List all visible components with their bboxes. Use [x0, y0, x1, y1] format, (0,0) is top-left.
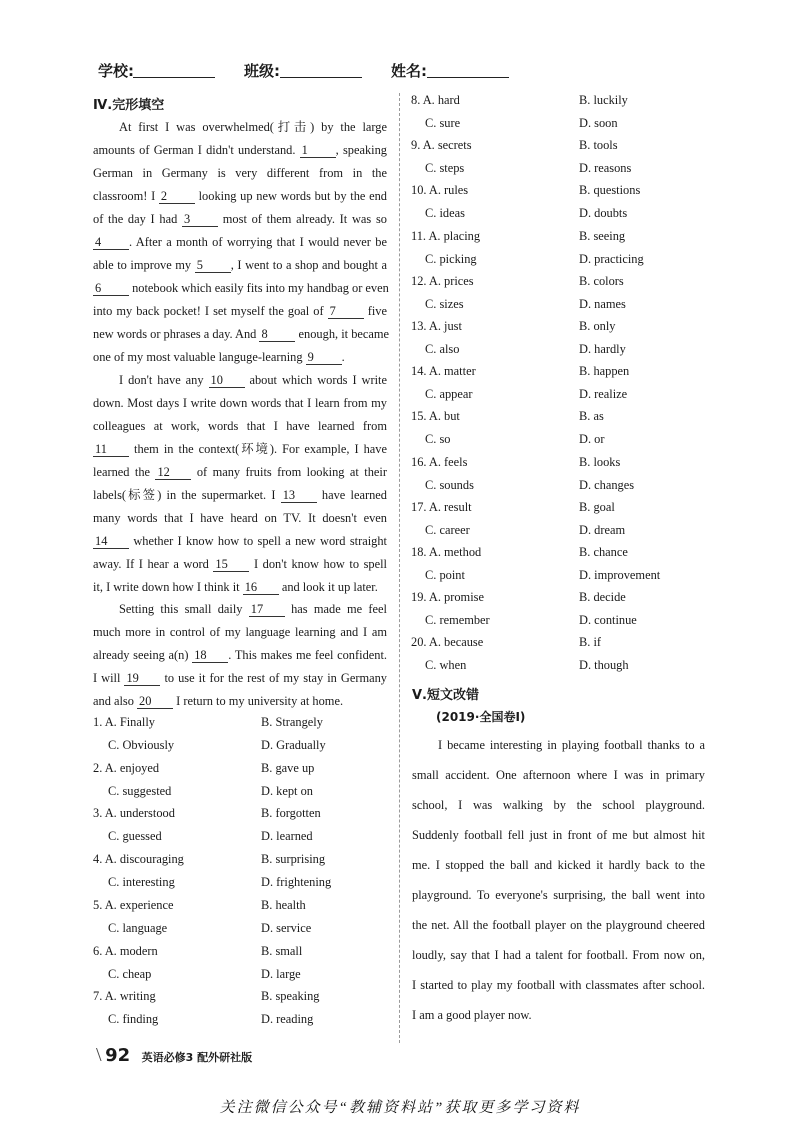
passage-text: Setting this small daily — [119, 602, 249, 616]
passage-text: into my back pocket! I set myself the goal of — [93, 304, 328, 318]
option-3-b[interactable]: B. forgotten — [261, 806, 321, 821]
option-9-a[interactable]: 9. A. secrets — [411, 138, 472, 153]
option-12-d[interactable]: D. names — [579, 296, 626, 311]
option-6-d[interactable]: D. large — [261, 966, 301, 981]
option-19-d[interactable]: D. continue — [579, 613, 637, 628]
passage-line — [93, 208, 387, 231]
option-17-a[interactable]: 17. A. result — [411, 499, 472, 514]
correction-line[interactable]: the net. All the football player on the playground cheered — [412, 918, 705, 932]
passage-text: classroom! I — [93, 189, 159, 203]
option-18-d[interactable]: D. improvement — [579, 568, 661, 582]
correction-passage — [412, 730, 705, 1030]
passage-line — [93, 667, 387, 690]
footer-slash: \ — [96, 1044, 102, 1066]
blank-6[interactable]: 6 — [93, 281, 129, 296]
option-12-c[interactable]: C. sizes — [425, 296, 464, 311]
option-5-c[interactable]: C. language — [108, 920, 168, 935]
passage-text: , speaking — [335, 143, 387, 157]
passage-line — [93, 415, 387, 438]
passage-text: colleagues at work, words that I have learned from — [93, 419, 387, 433]
passage-text: it, I write down how I think it — [93, 580, 243, 594]
option-1-c[interactable]: C. Obviously — [108, 738, 175, 752]
blank-1[interactable]: 1 — [300, 143, 336, 158]
option-16-c[interactable]: C. sounds — [425, 477, 474, 492]
passage-line — [93, 254, 387, 277]
option-17-b[interactable]: B. goal — [579, 499, 615, 514]
passage-text: . After a month of worrying that I would never be — [129, 235, 387, 249]
option-4-a[interactable]: 4. A. discouraging — [93, 852, 184, 867]
option-2-b[interactable]: B. gave up — [261, 760, 315, 775]
passage-line — [93, 162, 387, 185]
passage-text: I don't have any — [119, 373, 209, 387]
passage-text: already seeing a(n) — [93, 648, 193, 662]
option-13-a[interactable]: 13. A. just — [411, 319, 462, 333]
correction-line[interactable]: loudly, say that I had a talent for football. From now on, — [412, 948, 705, 962]
option-14-b[interactable]: B. happen — [579, 364, 630, 379]
option-16-b[interactable]: B. looks — [579, 454, 621, 469]
blank-5[interactable]: 5 — [195, 258, 231, 273]
blank-4[interactable]: 4 — [93, 235, 129, 250]
passage-text: looking up new words but by the end — [194, 189, 387, 203]
option-4-b[interactable]: B. surprising — [261, 852, 326, 867]
option-9-d[interactable]: D. reasons — [579, 161, 632, 176]
option-13-c[interactable]: C. also — [425, 342, 460, 356]
blank-18[interactable]: 18 — [192, 648, 228, 663]
correction-line[interactable]: small accident. One afternoon where I was in primary — [412, 768, 705, 782]
option-5-d[interactable]: D. service — [261, 920, 312, 935]
option-13-d[interactable]: D. hardly — [579, 342, 626, 356]
name-label: 姓名: — [391, 62, 427, 80]
option-1-d[interactable]: D. Gradually — [261, 738, 326, 752]
option-13-b[interactable]: B. only — [579, 319, 616, 333]
passage-line — [93, 323, 390, 346]
option-2-c[interactable]: C. suggested — [108, 783, 172, 798]
blank-12[interactable]: 12 — [155, 465, 191, 480]
column-divider — [399, 93, 400, 1043]
option-12-b[interactable]: B. colors — [579, 273, 624, 288]
correction-line[interactable]: Suddenly football fell just in front of me but almost hit — [412, 828, 705, 842]
passage-line — [93, 369, 387, 392]
book-title: 英语必修3 配外研社版 — [141, 1051, 253, 1064]
school-blank[interactable] — [133, 77, 215, 78]
option-11-d[interactable]: D. practicing — [579, 251, 644, 266]
passage-text: five — [363, 304, 387, 318]
correction-line[interactable]: I am a good player now. — [412, 1008, 532, 1022]
passage-text: learned the — [93, 465, 156, 479]
passage-text: I return to my university at home. — [173, 694, 344, 708]
blank-17[interactable]: 17 — [249, 602, 285, 617]
option-12-a[interactable]: 12. A. prices — [411, 273, 474, 288]
passage-line — [93, 461, 387, 484]
passage-text: new words or phrases a day. And — [93, 327, 260, 341]
passage-text: notebook which easily fits into my handbag or even — [129, 281, 389, 295]
option-20-d[interactable]: D. though — [579, 658, 629, 673]
school-label: 学校: — [98, 62, 134, 80]
passage-text: . This makes me feel confident. — [228, 648, 387, 662]
option-20-a[interactable]: 20. A. because — [411, 635, 484, 650]
passage-line — [93, 576, 387, 599]
option-4-d[interactable]: D. frightening — [261, 875, 332, 890]
option-14-c[interactable]: C. appear — [425, 387, 473, 402]
passage-text: able to improve my — [93, 258, 195, 272]
option-14-d[interactable]: D. realize — [579, 387, 628, 402]
option-15-b[interactable]: B. as — [579, 409, 604, 424]
option-10-c[interactable]: C. ideas — [425, 206, 465, 221]
option-5-b[interactable]: B. health — [261, 897, 306, 912]
passage-text: I don't know how to spell — [249, 557, 388, 571]
passage-line — [93, 530, 387, 553]
option-19-c[interactable]: C. remember — [425, 613, 490, 628]
blank-10[interactable]: 10 — [209, 373, 245, 388]
option-2-a[interactable]: 2. A. enjoyed — [93, 760, 160, 775]
option-16-d[interactable]: D. changes — [579, 477, 635, 492]
option-3-d[interactable]: D. learned — [261, 829, 313, 844]
passage-text: At first I was overwhelmed(打击) by the large — [119, 120, 387, 134]
passage-line — [93, 553, 387, 576]
option-7-b[interactable]: B. speaking — [261, 989, 320, 1004]
cloze-paragraph — [93, 598, 387, 713]
watermark: 关注微信公众号“教辅资料站”获取更多学习资料 — [219, 1100, 581, 1116]
option-15-a[interactable]: 15. A. but — [411, 409, 460, 424]
option-6-b[interactable]: B. small — [261, 943, 303, 958]
blank-11[interactable]: 11 — [93, 442, 129, 457]
option-19-a[interactable]: 19. A. promise — [411, 590, 484, 605]
option-18-a[interactable]: 18. A. method — [411, 545, 482, 559]
option-18-c[interactable]: C. point — [425, 568, 465, 582]
option-15-d[interactable]: D. or — [579, 432, 605, 447]
option-8-a[interactable]: 8. A. hard — [411, 93, 460, 107]
option-8-c[interactable]: C. sure — [425, 116, 461, 130]
cloze-paragraph — [93, 116, 390, 369]
passage-line — [93, 392, 387, 415]
correction-line[interactable]: I started to play my football with classmates after school. — [412, 978, 705, 992]
option-10-a[interactable]: 10. A. rules — [411, 183, 469, 198]
passage-line — [93, 598, 387, 621]
class-blank[interactable] — [280, 77, 362, 78]
passage-text: enough, it became — [295, 327, 390, 341]
option-15-c[interactable]: C. so — [425, 432, 451, 447]
passage-text: have learned — [316, 488, 387, 502]
passage-text: . — [341, 350, 345, 364]
option-20-c[interactable]: C. when — [425, 658, 467, 673]
option-7-d[interactable]: D. reading — [261, 1012, 314, 1027]
option-3-a[interactable]: 3. A. understood — [93, 806, 175, 821]
passage-text: away. If I hear a word — [93, 557, 214, 571]
passage-text: whether I know how to spell a new word straight — [129, 534, 387, 548]
passage-line — [93, 231, 387, 254]
passage-text: amounts of German I didn't understand. — [93, 143, 300, 157]
option-11-c[interactable]: C. picking — [425, 251, 477, 266]
correction-line[interactable]: school, I was walking by the school playground. — [412, 798, 705, 812]
blank-20[interactable]: 20 — [137, 694, 173, 709]
option-7-c[interactable]: C. finding — [108, 1012, 159, 1027]
option-9-c[interactable]: C. steps — [425, 161, 465, 176]
passage-line — [93, 346, 387, 369]
passage-text: many words that I have heard on TV. It doesn't even — [93, 511, 387, 525]
blank-19[interactable]: 19 — [124, 671, 160, 686]
passage-line — [93, 185, 387, 208]
correction-line[interactable]: I became interesting in playing football thanks to a — [438, 738, 705, 752]
option-11-b[interactable]: B. seeing — [579, 228, 626, 243]
correction-line[interactable]: playground. To everyone's surprising, the ball went into — [412, 888, 705, 902]
passage-text: has made me feel — [284, 602, 387, 616]
option-10-d[interactable]: D. doubts — [579, 206, 628, 221]
option-18-b[interactable]: B. chance — [579, 545, 628, 559]
cloze-paragraph — [93, 369, 387, 599]
passage-line — [93, 484, 387, 507]
option-11-a[interactable]: 11. A. placing — [411, 228, 481, 243]
blank-16[interactable]: 16 — [243, 580, 279, 595]
page-number: 92 — [105, 1045, 131, 1066]
option-17-d[interactable]: D. dream — [579, 522, 626, 537]
blank-13[interactable]: 13 — [281, 488, 317, 503]
blank-14[interactable]: 14 — [93, 534, 129, 549]
option-2-d[interactable]: D. kept on — [261, 783, 313, 798]
passage-text: German in Germany is very different from in the — [93, 166, 387, 180]
blank-15[interactable]: 15 — [213, 557, 249, 572]
blank-3[interactable]: 3 — [182, 212, 218, 227]
passage-line — [93, 116, 387, 139]
passage-line — [93, 300, 387, 323]
blank-2[interactable]: 2 — [159, 189, 195, 204]
option-19-b[interactable]: B. decide — [579, 590, 626, 605]
cloze-title: Ⅳ.完形填空 — [93, 98, 165, 113]
option-3-c[interactable]: C. guessed — [108, 829, 162, 844]
passage-text: about which words I write — [244, 373, 387, 387]
passage-line — [93, 438, 387, 461]
passage-text: down. Most days I write down words that I learn from my — [93, 396, 387, 410]
blank-9[interactable]: 9 — [306, 350, 342, 365]
option-6-c[interactable]: C. cheap — [108, 966, 152, 981]
class-label: 班级: — [244, 62, 280, 80]
option-16-a[interactable]: 16. A. feels — [411, 454, 468, 469]
passage-line — [93, 690, 387, 713]
option-9-b[interactable]: B. tools — [579, 138, 618, 153]
correction-title: Ⅴ.短文改错 — [412, 688, 479, 703]
passage-text: much more in control of my language learning and I am — [93, 625, 387, 639]
passage-text: of many fruits from looking at their — [191, 465, 387, 479]
option-6-a[interactable]: 6. A. modern — [93, 943, 158, 958]
option-7-a[interactable]: 7. A. writing — [93, 989, 156, 1004]
passage-text: most of them already. It was so — [218, 212, 387, 226]
passage-text: to use it for the rest of my stay in Germany — [160, 671, 387, 685]
blank-7[interactable]: 7 — [328, 304, 364, 319]
option-8-b[interactable]: B. luckily — [579, 93, 628, 107]
passage-text: one of my most valuable languge-learning — [93, 350, 306, 364]
passage-line — [93, 507, 387, 530]
option-4-c[interactable]: C. interesting — [108, 875, 175, 890]
option-14-a[interactable]: 14. A. matter — [411, 364, 476, 379]
passage-text: and look it up later. — [278, 580, 378, 594]
option-17-c[interactable]: C. career — [425, 522, 470, 537]
option-8-d[interactable]: D. soon — [579, 116, 618, 130]
name-blank[interactable] — [427, 77, 509, 78]
page-footer — [96, 1044, 252, 1067]
option-5-a[interactable]: 5. A. experience — [93, 897, 174, 912]
option-10-b[interactable]: B. questions — [579, 183, 641, 198]
passage-line — [93, 644, 387, 667]
passage-text: labels(标签) in the supermarket. I — [93, 488, 281, 502]
blank-8[interactable]: 8 — [259, 327, 295, 342]
passage-text: and also — [93, 694, 138, 708]
passage-line — [93, 277, 387, 300]
passage-text: , I went to a shop and bought a — [230, 258, 387, 272]
passage-text: them in the context(环境). For example, I have — [129, 442, 387, 456]
passage-line — [93, 139, 387, 162]
correction-line[interactable]: me. I stopped the ball and kicked it hardly back to the — [412, 858, 705, 872]
option-1-b[interactable]: B. Strangely — [261, 715, 323, 729]
option-20-b[interactable]: B. if — [579, 635, 602, 650]
passage-text: of the day I had — [93, 212, 183, 226]
correction-source: (2019·全国卷Ⅰ) — [436, 710, 526, 724]
option-1-a[interactable]: 1. A. Finally — [93, 715, 155, 729]
passage-text: I will — [93, 671, 125, 685]
passage-line — [93, 621, 387, 644]
